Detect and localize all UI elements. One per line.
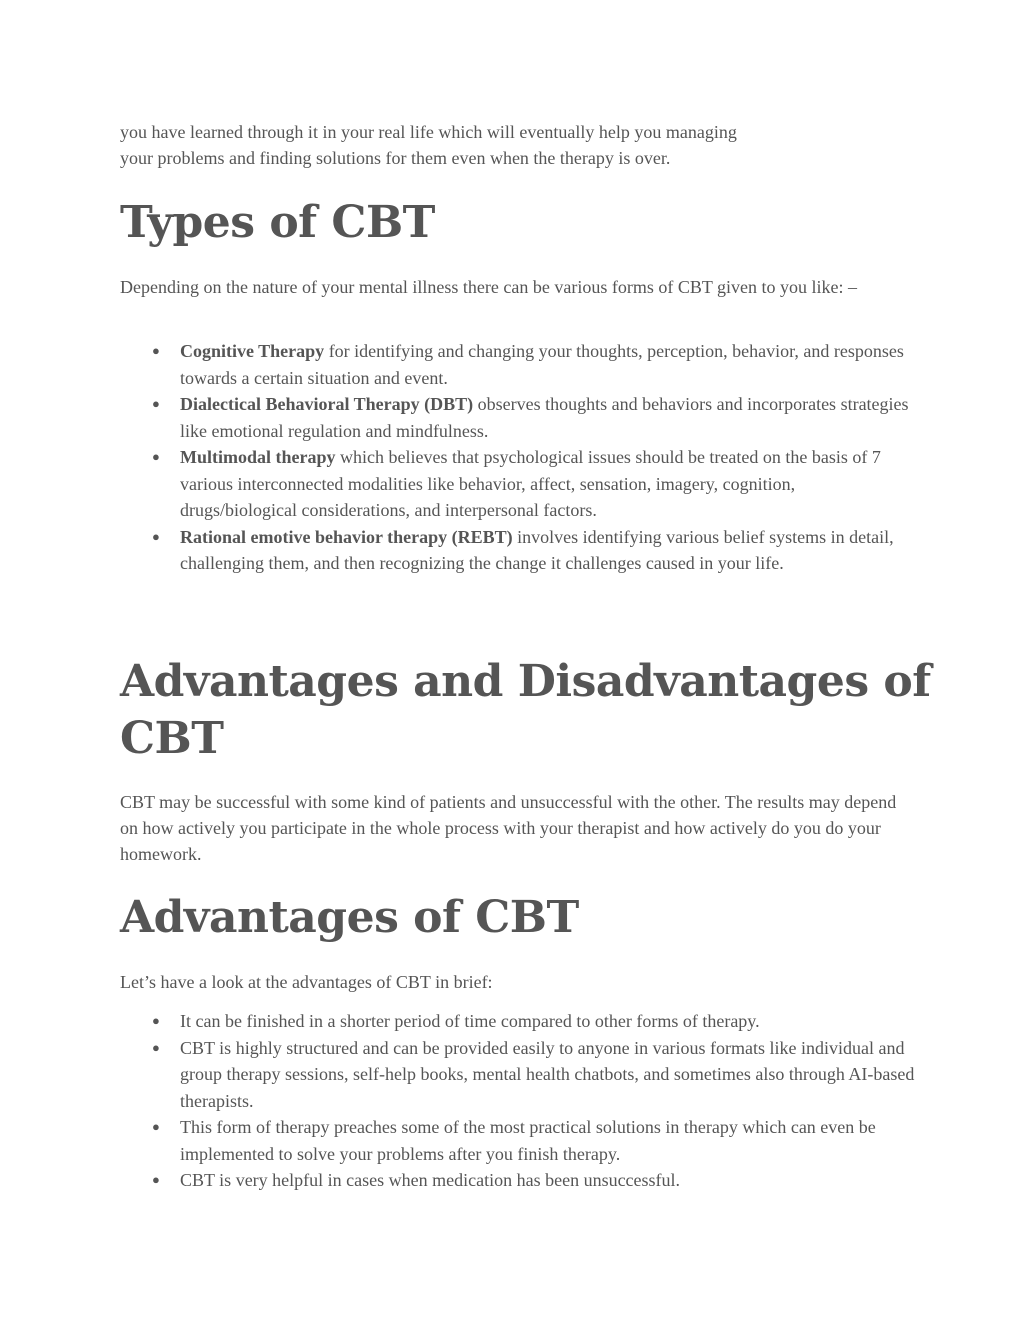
adv-disadv-heading-line-2: CBT xyxy=(120,713,224,764)
list-item xyxy=(120,338,910,391)
type-term: Multimodal therapy xyxy=(180,447,336,467)
list-item xyxy=(120,391,910,444)
types-heading: Types of CBT xyxy=(120,197,435,248)
bullet-icon: ● xyxy=(152,1119,160,1134)
advantage-text: CBT is very helpful in cases when medication has been unsuccessful. xyxy=(180,1170,681,1190)
bullet-icon: ● xyxy=(152,1039,160,1055)
types-list xyxy=(120,338,910,577)
advantages-lead-paragraph: Let’s have a look at the advantages of CBT in brief: xyxy=(120,972,493,992)
bullet-icon: ● xyxy=(152,1172,160,1187)
bullet-icon: ● xyxy=(152,396,160,411)
type-description: for identifying and changing your thoughts, perception, behavior, and responses towards a certain situation and event. xyxy=(180,341,904,388)
types-lead-paragraph: Depending on the nature of your mental illness there can be various forms of CBT given to you like: – xyxy=(120,277,857,297)
advantage-text: It can be finished in a shorter period of time compared to other forms of therapy. xyxy=(180,1011,760,1031)
adv-disadv-heading xyxy=(120,653,931,767)
bullet-icon: ● xyxy=(152,528,160,544)
advantages-heading: Advantages of CBT xyxy=(120,892,579,943)
bullet-icon: ● xyxy=(152,343,160,358)
adv-disadv-paragraph: CBT may be successful with some kind of patients and unsuccessful with the other. The results may depend on how actively you participate in the whole process with your therapist and how actively do you do your homework. xyxy=(120,792,897,864)
advantage-text: CBT is highly structured and can be provided easily to anyone in various formats like individual and group therapy sessions, self-help books, mental health chatbots, and sometimes also through AI-based therapists. xyxy=(180,1037,915,1111)
type-term: Rational emotive behavior therapy (REBT) xyxy=(180,526,513,547)
bullet-icon: ● xyxy=(152,449,160,464)
intro-paragraph xyxy=(120,119,910,171)
list-item xyxy=(120,444,910,524)
list-item xyxy=(120,1167,920,1194)
list-item xyxy=(120,1114,920,1167)
type-description: observes thoughts and behaviors and incorporates strategies like emotional regulation and mindfulness. xyxy=(180,394,909,441)
intro-line-2: your problems and finding solutions for them even when the therapy is over. xyxy=(120,148,671,168)
type-description: involves identifying various belief systems in detail, challenging them, and then recognizing the change it challenges caused in your life. xyxy=(180,526,894,573)
list-item xyxy=(120,1035,920,1115)
adv-disadv-heading-line-1: Advantages and Disadvantages of xyxy=(120,656,931,707)
list-item xyxy=(120,524,910,577)
bullet-icon: ● xyxy=(152,1013,160,1028)
advantages-list xyxy=(120,1008,920,1194)
list-item xyxy=(120,1008,920,1035)
type-term: Dialectical Behavioral Therapy (DBT) xyxy=(180,394,474,414)
advantage-text: This form of therapy preaches some of the most practical solutions in therapy which can even be implemented to solve your problems after you finish therapy. xyxy=(180,1117,876,1164)
type-term: Cognitive Therapy xyxy=(180,341,325,361)
intro-line-1: you have learned through it in your real life which will eventually help you managing xyxy=(120,122,737,142)
type-description: which believes that psychological issues should be treated on the basis of 7 various interconnected modalities like behavior, affect, sensation, imagery, cognition, drugs/biological considerations, and interpersonal factors. xyxy=(180,447,881,520)
